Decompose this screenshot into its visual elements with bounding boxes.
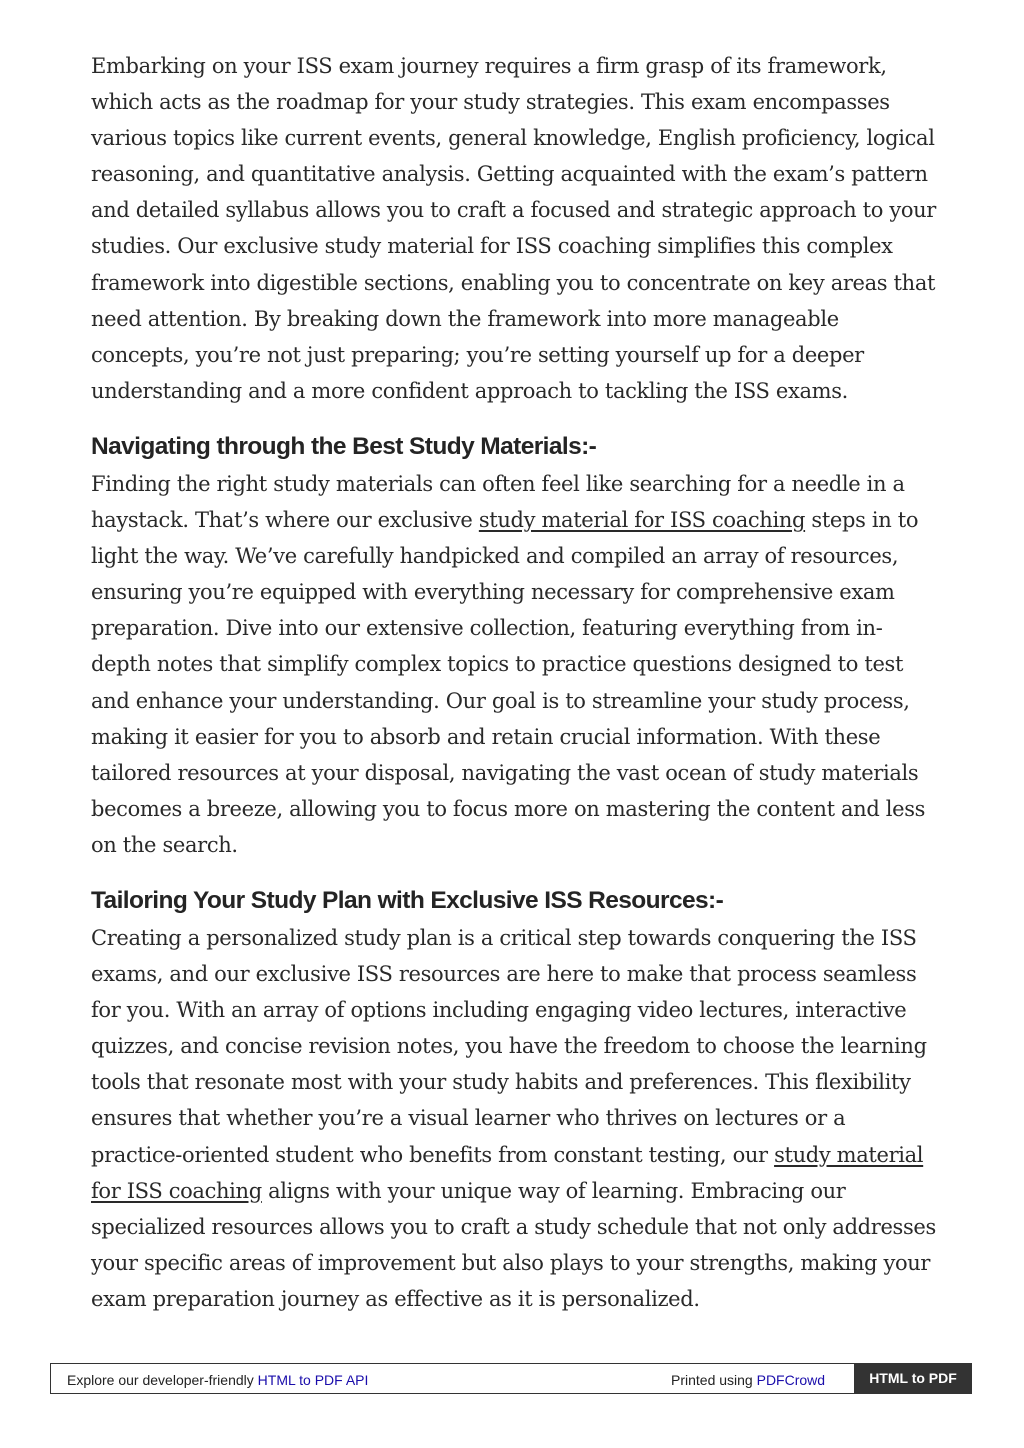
html-to-pdf-badge[interactable]: HTML to PDF <box>854 1363 972 1394</box>
navigating-paragraph <box>91 466 941 863</box>
navigating-text-before: Finding the right study materials can often feel like searching for a needle in a haystack. That’s where our exclusive <box>91 471 905 533</box>
article-content <box>91 48 941 1317</box>
tailoring-text-after: aligns with your unique way of learning. Embracing our specialized resources allows you to craft a study schedule that not only addresses your specific areas of improvement but also plays to your strengths, making your exam preparation journey as effective as it is personalized. <box>91 1178 936 1311</box>
html-to-pdf-api-link[interactable]: HTML to PDF API <box>257 1372 369 1388</box>
pdfcrowd-link[interactable]: PDFCrowd <box>756 1372 826 1388</box>
section-heading-navigating: Navigating through the Best Study Materials:- <box>91 432 597 460</box>
pdfcrowd-footer <box>50 1363 972 1394</box>
footer-left <box>67 1372 368 1388</box>
section-heading-tailoring: Tailoring Your Study Plan with Exclusive ISS Resources:- <box>91 886 724 914</box>
study-material-link[interactable]: study material for ISS coaching <box>478 508 806 533</box>
navigating-text-after: steps in to light the way. We’ve carefully handpicked and compiled an array of resources, ensuring you’re equipped with everything necessary for comprehensive exam preparation. Dive into our extensive collection, featuring everything from in-depth notes that simplify complex topics to practice questions designed to test and enhance your understanding. Our goal is to streamline your study process, making it easier for you to absorb and retain crucial information. With these tailored resources at your disposal, navigating the vast ocean of study materials becomes a breeze, allowing you to focus more on mastering the content and less on the search. <box>91 508 926 857</box>
study-material-link-2[interactable]: study material for ISS coaching <box>91 1142 924 1203</box>
tailoring-text-before: Creating a personalized study plan is a critical step towards conquering the ISS exams, and our exclusive ISS resources are here to make that process seamless for you. With an array of options including engaging video lectures, interactive quizzes, and concise revision notes, you have the freedom to choose the learning tools that resonate most with your study habits and preferences. This flexibility ensures that whether you’re a visual learner who thrives on lectures or a practice-oriented student who benefits from constant testing, our <box>91 925 927 1167</box>
footer-left-text: Explore our developer-friendly <box>67 1372 258 1388</box>
footer-right <box>671 1372 825 1388</box>
tailoring-paragraph <box>91 920 941 1317</box>
footer-right-text: Printed using <box>671 1372 757 1388</box>
intro-paragraph: Embarking on your ISS exam journey requires a firm grasp of its framework, which acts as the roadmap for your study strategies. This exam encompasses various topics like current events, general knowledge, English proficiency, logical reasoning, and quantitative analysis. Getting acquainted with the exam’s pattern and detailed syllabus allows you to craft a focused and strategic approach to your studies. Our exclusive study material for ISS coaching simplifies this complex framework into digestible sections, enabling you to concentrate on key areas that need attention. By breaking down the framework into more manageable concepts, you’re not just preparing; you’re setting yourself up for a deeper understanding and a more confident approach to tackling the ISS exams. <box>91 54 936 403</box>
